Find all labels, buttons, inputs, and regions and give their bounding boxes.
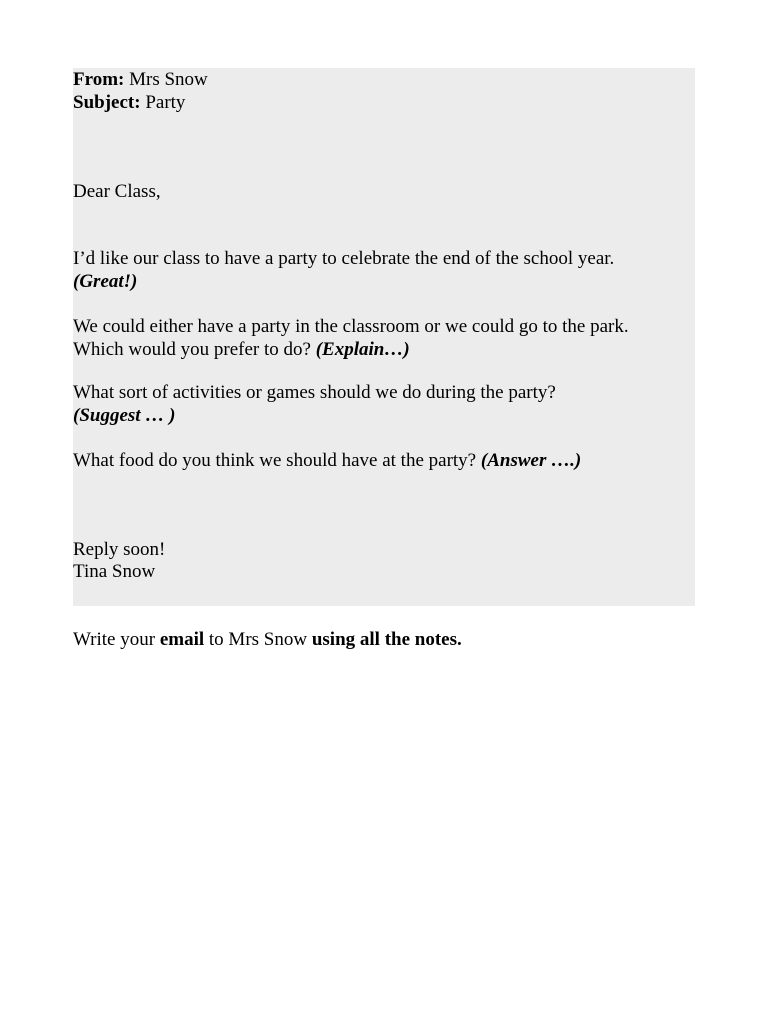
paragraph-3-note: (Suggest … ) <box>73 405 176 426</box>
subject-value: Party <box>145 92 186 113</box>
instruction-part-4: using all the notes. <box>311 629 462 650</box>
from-value: Mrs Snow <box>129 69 208 90</box>
instruction <box>73 629 462 652</box>
paragraph-2-question: Which would you prefer to do? <box>73 339 311 360</box>
instruction-part-3: to Mrs Snow <box>208 629 308 650</box>
subject-line <box>73 92 185 115</box>
subject-label: Subject: <box>73 92 141 113</box>
from-line <box>73 69 208 92</box>
greeting: Dear Class, <box>73 181 161 202</box>
paragraph-2-line-2 <box>73 339 410 362</box>
paragraph-1-text: I’d like our class to have a party to celebrate the end of the school year. <box>73 248 615 269</box>
signature: Tina Snow <box>73 561 156 582</box>
paragraph-2-line-1: We could either have a party in the classroom or we could go to the park. <box>73 316 629 337</box>
paragraph-4-note: (Answer ….) <box>480 450 582 471</box>
instruction-part-1: Write your <box>73 629 156 650</box>
closing: Reply soon! <box>73 539 166 560</box>
paragraph-3-text: What sort of activities or games should we do during the party? <box>73 382 556 403</box>
from-label: From: <box>73 69 125 90</box>
paragraph-4-text: What food do you think we should have at the party? <box>73 450 477 471</box>
paragraph-2-note: (Explain…) <box>315 339 410 360</box>
paragraph-4 <box>73 450 581 473</box>
instruction-part-2: email <box>159 629 205 650</box>
paragraph-1-note: (Great!) <box>73 271 138 292</box>
